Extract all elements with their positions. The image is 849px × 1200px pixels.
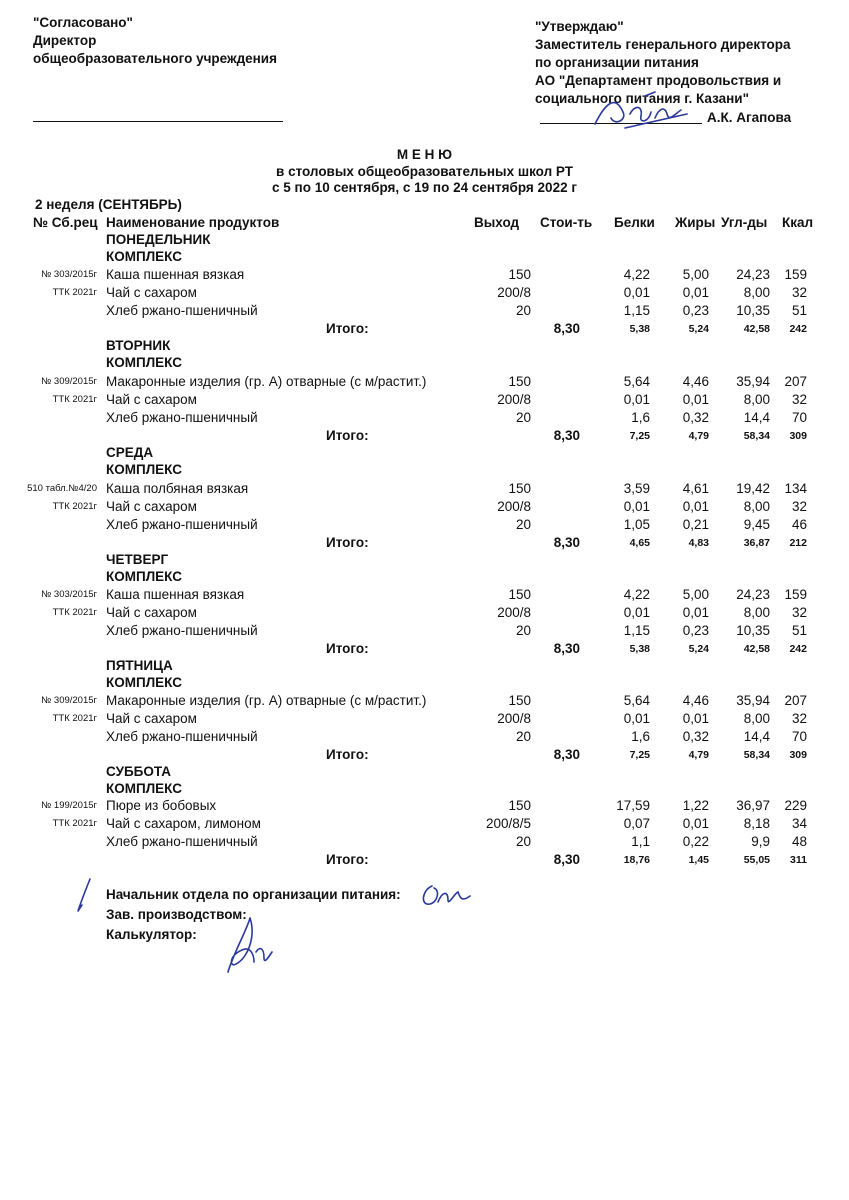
approval-right-line4: социального питания г. Казани" [535, 91, 749, 106]
total-protein: 5,38 [629, 323, 650, 335]
total-cost: 8,30 [553, 535, 580, 550]
table-row [0, 391, 849, 409]
output: 200/8 [497, 285, 531, 300]
kcal: 159 [784, 587, 807, 602]
recipe-code: ТТК 2021г [52, 287, 97, 298]
complex-label: КОМПЛЕКС [106, 569, 182, 584]
table-row [0, 728, 849, 746]
total-carbs: 58,34 [743, 749, 770, 761]
fat: 0,23 [682, 303, 709, 318]
fat: 0,01 [682, 711, 709, 726]
recipe-code: ТТК 2021г [52, 394, 97, 405]
total-kcal: 242 [789, 643, 807, 655]
fat: 0,32 [682, 410, 709, 425]
kcal: 134 [784, 481, 807, 496]
day-title: СУББОТА [106, 764, 172, 779]
kcal: 70 [791, 410, 807, 425]
kcal: 46 [791, 517, 807, 532]
col-name: Наименование продуктов [106, 215, 280, 230]
protein: 4,22 [623, 587, 650, 602]
kcal: 159 [784, 267, 807, 282]
day-title: ПОНЕДЕЛЬНИК [106, 232, 211, 247]
total-row [0, 534, 849, 552]
total-kcal: 311 [790, 854, 807, 866]
product-name: Хлеб ржано-пшеничный [106, 729, 258, 744]
total-row [0, 640, 849, 658]
product-name: Каша пшенная вязкая [106, 267, 245, 282]
product-name: Чай с сахаром, лимоном [106, 816, 261, 831]
total-cost: 8,30 [553, 747, 580, 762]
protein: 1,6 [631, 729, 650, 744]
output: 200/8 [497, 499, 531, 514]
complex-label: КОМПЛЕКС [106, 675, 182, 690]
output: 200/8 [497, 605, 531, 620]
col-code: № Сб.рец [33, 215, 98, 230]
fat: 0,01 [682, 605, 709, 620]
complex-label: КОМПЛЕКС [106, 355, 182, 370]
signature-scribble-head [418, 880, 478, 912]
total-kcal: 212 [789, 537, 807, 549]
total-label: Итого: [326, 535, 369, 550]
output: 200/8 [497, 392, 531, 407]
complex-label: КОМПЛЕКС [106, 462, 182, 477]
recipe-code: ТТК 2021г [52, 713, 97, 724]
fat: 1,22 [682, 798, 709, 813]
day-title: ПЯТНИЦА [106, 658, 173, 673]
total-carbs: 55,05 [743, 854, 770, 866]
protein: 1,6 [631, 410, 650, 425]
total-label: Итого: [326, 428, 369, 443]
signature-scribble-top [585, 84, 695, 134]
output: 20 [515, 303, 531, 318]
total-fat: 5,24 [688, 323, 709, 335]
carbs: 9,45 [743, 517, 770, 532]
protein: 0,01 [623, 711, 650, 726]
output: 200/8 [497, 711, 531, 726]
total-fat: 4,79 [688, 749, 709, 761]
carbs: 14,4 [743, 729, 770, 744]
table-row [0, 516, 849, 534]
output: 150 [508, 267, 531, 282]
kcal: 207 [784, 693, 807, 708]
carbs: 35,94 [736, 693, 770, 708]
col-output: Выход [474, 215, 520, 230]
total-cost: 8,30 [553, 852, 580, 867]
footer-line-calculator: Калькулятор: [106, 927, 197, 942]
total-fat: 4,79 [688, 430, 709, 442]
kcal: 48 [791, 834, 807, 849]
protein: 5,64 [623, 374, 650, 389]
product-name: Хлеб ржано-пшеничный [106, 623, 258, 638]
carbs: 10,35 [736, 303, 770, 318]
protein: 1,15 [623, 303, 650, 318]
kcal: 34 [791, 816, 807, 831]
total-row [0, 746, 849, 764]
table-row [0, 480, 849, 498]
approval-right-signer: А.К. Агапова [707, 110, 792, 125]
protein: 1,15 [623, 623, 650, 638]
day-title: ВТОРНИК [106, 338, 171, 353]
table-row [0, 797, 849, 815]
output: 150 [508, 798, 531, 813]
output: 150 [508, 693, 531, 708]
table-row [0, 692, 849, 710]
total-protein: 7,25 [629, 749, 650, 761]
day-title: ЧЕТВЕРГ [106, 552, 169, 567]
total-kcal: 242 [789, 323, 807, 335]
product-name: Хлеб ржано-пшеничный [106, 517, 258, 532]
fat: 0,22 [682, 834, 709, 849]
product-name: Макаронные изделия (гр. А) отварные (с м/растит.) [106, 693, 427, 708]
carbs: 14,4 [743, 410, 770, 425]
product-name: Каша пшенная вязкая [106, 587, 245, 602]
table-row [0, 586, 849, 604]
product-name: Макаронные изделия (гр. А) отварные (с м/растит.) [106, 374, 427, 389]
fat: 0,01 [682, 499, 709, 514]
output: 150 [508, 481, 531, 496]
carbs: 36,97 [736, 798, 770, 813]
total-carbs: 42,58 [743, 643, 770, 655]
menu-dates: с 5 по 10 сентября, с 19 по 24 сентября 2022 г [272, 180, 577, 195]
fat: 4,46 [682, 374, 709, 389]
carbs: 10,35 [736, 623, 770, 638]
recipe-code: № 309/2015г [41, 695, 97, 706]
product-name: Чай с сахаром [106, 711, 197, 726]
recipe-code: № 303/2015г [41, 269, 97, 280]
table-row [0, 622, 849, 640]
protein: 17,59 [616, 798, 650, 813]
output: 20 [515, 729, 531, 744]
kcal: 32 [791, 711, 807, 726]
recipe-code: № 199/2015г [41, 800, 97, 811]
fat: 0,32 [682, 729, 709, 744]
table-row [0, 284, 849, 302]
fat: 5,00 [682, 267, 709, 282]
kcal: 32 [791, 605, 807, 620]
signature-scribble-calculator [220, 912, 280, 980]
recipe-code: ТТК 2021г [52, 607, 97, 618]
protein: 0,01 [623, 499, 650, 514]
carbs: 8,00 [743, 711, 770, 726]
carbs: 8,00 [743, 285, 770, 300]
table-row [0, 409, 849, 427]
kcal: 32 [791, 392, 807, 407]
day-title: СРЕДА [106, 445, 154, 460]
approval-left-title: "Согласовано" [33, 15, 133, 30]
fat: 0,01 [682, 392, 709, 407]
total-kcal: 309 [789, 430, 807, 442]
protein: 0,01 [623, 392, 650, 407]
total-fat: 1,45 [688, 854, 709, 866]
product-name: Пюре из бобовых [106, 798, 217, 813]
menu-title: М Е Н Ю [396, 147, 453, 162]
total-carbs: 36,87 [743, 537, 770, 549]
protein: 0,01 [623, 605, 650, 620]
output: 150 [508, 374, 531, 389]
carbs: 35,94 [736, 374, 770, 389]
carbs: 9,9 [751, 834, 770, 849]
product-name: Хлеб ржано-пшеничный [106, 410, 258, 425]
table-row [0, 498, 849, 516]
total-kcal: 309 [789, 749, 807, 761]
col-cost: Стои-ть [540, 215, 593, 230]
product-name: Чай с сахаром [106, 285, 197, 300]
table-row [0, 266, 849, 284]
protein: 5,64 [623, 693, 650, 708]
protein: 0,07 [623, 816, 650, 831]
total-label: Итого: [326, 852, 369, 867]
fat: 5,00 [682, 587, 709, 602]
table-row [0, 302, 849, 320]
product-name: Хлеб ржано-пшеничный [106, 303, 258, 318]
approval-left-signature-line [33, 121, 283, 122]
product-name: Чай с сахаром [106, 392, 197, 407]
approval-right-line3: АО "Департамент продовольствия и [535, 73, 782, 88]
kcal: 51 [791, 303, 807, 318]
table-row [0, 833, 849, 851]
total-row [0, 427, 849, 445]
complex-label: КОМПЛЕКС [106, 781, 182, 796]
kcal: 70 [791, 729, 807, 744]
signature-tick-mark [70, 875, 100, 915]
total-protein: 7,25 [629, 430, 650, 442]
approval-right-line1: Заместитель генерального директора [535, 37, 791, 52]
total-fat: 5,24 [688, 643, 709, 655]
table-row [0, 373, 849, 391]
total-carbs: 58,34 [743, 430, 770, 442]
carbs: 24,23 [736, 587, 770, 602]
fat: 0,01 [682, 285, 709, 300]
menu-subtitle: в столовых общеобразовательных школ РТ [276, 164, 573, 179]
week-label: 2 неделя (СЕНТЯБРЬ) [35, 197, 182, 212]
complex-label: КОМПЛЕКС [106, 249, 182, 264]
kcal: 32 [791, 499, 807, 514]
recipe-code: 510 табл.№4/20 [27, 483, 97, 494]
carbs: 19,42 [736, 481, 770, 496]
total-row [0, 851, 849, 869]
product-name: Чай с сахаром [106, 499, 197, 514]
carbs: 8,00 [743, 392, 770, 407]
total-protein: 4,65 [629, 537, 650, 549]
fat: 0,23 [682, 623, 709, 638]
recipe-code: № 309/2015г [41, 376, 97, 387]
carbs: 8,00 [743, 605, 770, 620]
fat: 0,21 [682, 517, 709, 532]
output: 20 [515, 623, 531, 638]
fat: 0,01 [682, 816, 709, 831]
carbs: 8,18 [743, 816, 770, 831]
protein: 0,01 [623, 285, 650, 300]
total-fat: 4,83 [688, 537, 709, 549]
recipe-code: № 303/2015г [41, 589, 97, 600]
col-kcal: Ккал [782, 215, 814, 230]
table-row [0, 710, 849, 728]
total-row [0, 320, 849, 338]
carbs: 8,00 [743, 499, 770, 514]
fat: 4,46 [682, 693, 709, 708]
fat: 4,61 [682, 481, 709, 496]
approval-right-title: "Утверждаю" [535, 19, 624, 34]
carbs: 24,23 [736, 267, 770, 282]
kcal: 229 [784, 798, 807, 813]
output: 20 [515, 517, 531, 532]
output: 150 [508, 587, 531, 602]
col-carbs: Угл-ды [721, 215, 768, 230]
total-carbs: 42,58 [743, 323, 770, 335]
footer-line-production: Зав. производством: [106, 907, 247, 922]
col-fat: Жиры [675, 215, 716, 230]
total-cost: 8,30 [553, 641, 580, 656]
kcal: 51 [791, 623, 807, 638]
protein: 3,59 [623, 481, 650, 496]
approval-left-line2: общеобразовательного учреждения [33, 51, 277, 66]
approval-left [33, 14, 277, 68]
total-protein: 18,76 [623, 854, 650, 866]
total-label: Итого: [326, 641, 369, 656]
recipe-code: ТТК 2021г [52, 818, 97, 829]
total-label: Итого: [326, 321, 369, 336]
protein: 4,22 [623, 267, 650, 282]
total-cost: 8,30 [553, 428, 580, 443]
table-row [0, 604, 849, 622]
protein: 1,05 [623, 517, 650, 532]
product-name: Хлеб ржано-пшеничный [106, 834, 258, 849]
table-header [0, 214, 849, 232]
output: 20 [515, 834, 531, 849]
total-label: Итого: [326, 747, 369, 762]
col-protein: Белки [614, 215, 655, 230]
protein: 1,1 [631, 834, 650, 849]
approval-left-line1: Директор [33, 33, 97, 48]
total-cost: 8,30 [553, 321, 580, 336]
product-name: Каша полбяная вязкая [106, 481, 249, 496]
kcal: 207 [784, 374, 807, 389]
recipe-code: ТТК 2021г [52, 501, 97, 512]
total-protein: 5,38 [629, 643, 650, 655]
product-name: Чай с сахаром [106, 605, 197, 620]
footer-line-head: Начальник отдела по организации питания: [106, 887, 401, 902]
output: 20 [515, 410, 531, 425]
output: 200/8/5 [485, 816, 531, 831]
kcal: 32 [791, 285, 807, 300]
table-row [0, 815, 849, 833]
approval-right-line2: по организации питания [535, 55, 699, 70]
